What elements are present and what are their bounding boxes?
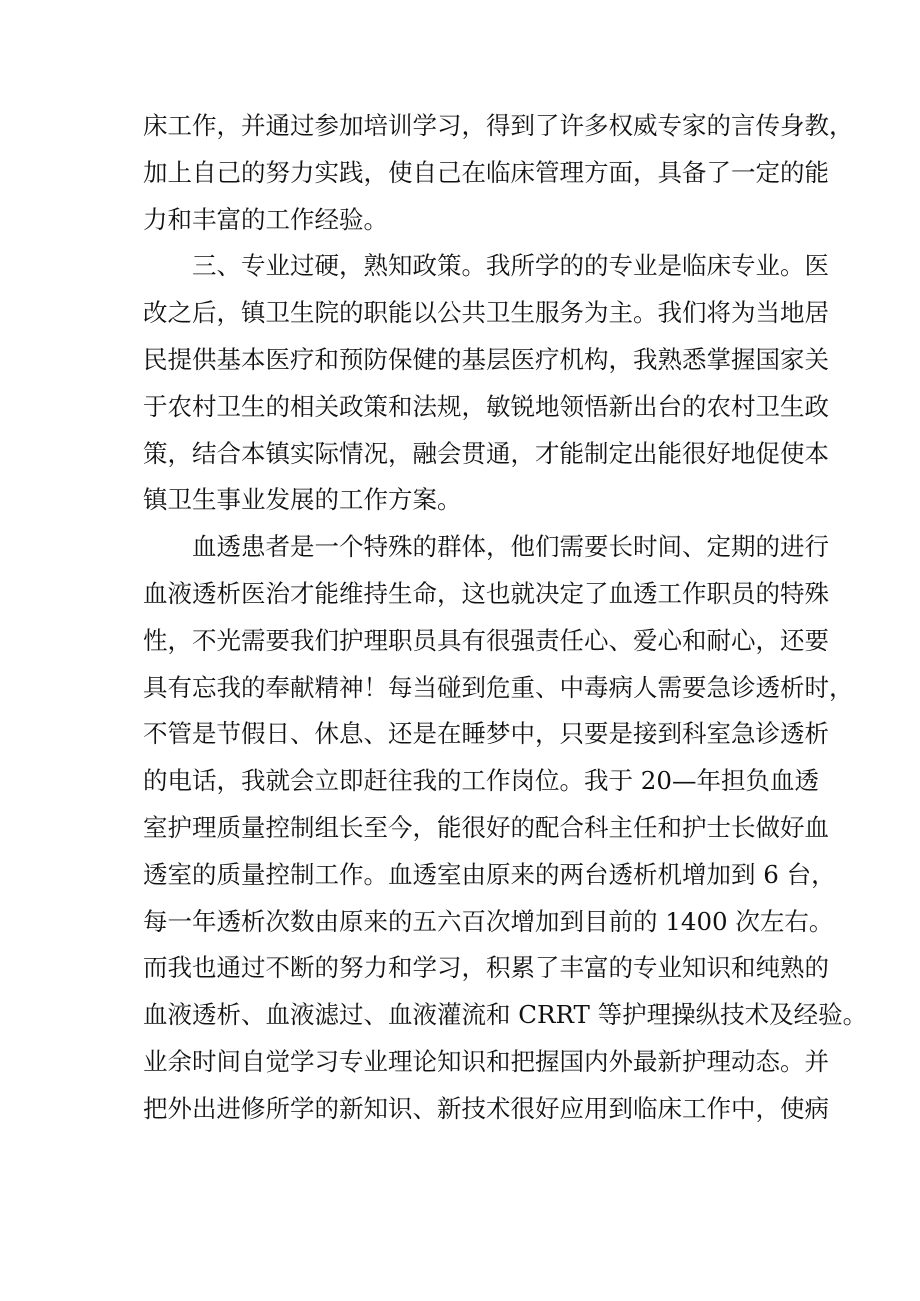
text-line: 不管是节假日、休息、还是在睡梦中，只要是接到科室急诊透析 [143,719,829,749]
text-line: 力和丰富的工作经验。 [143,204,388,234]
text-line: 业余时间自觉学习专业理论知识和把握国内外最新护理动态。并 [143,1046,829,1076]
text-line: 把外出进修所学的新知识、新技术很好应用到临床工作中，使病 [143,1093,829,1123]
text-line: 血液透析、血液滤过、血液灌流和 CRRT 等护理操纵技术及经验。 [143,1000,868,1030]
text-line: 室护理质量控制组长至今，能很好的配合科主任和护士长做好血 [143,812,829,842]
text-line: 每一年透析次数由原来的五六百次增加到目前的 1400 次左右。 [143,906,834,936]
text-line: 的电话，我就会立即赶往我的工作岗位。我于 20—年担负血透 [143,766,819,796]
text-line: 加上自己的努力实践，使自己在临床管理方面，具备了一定的能 [143,157,829,187]
document-page [143,103,868,1133]
text-line: 透室的质量控制工作。血透室由原来的两台透析机增加到 6 台， [143,859,836,889]
text-line: 民提供基本医疗和预防保健的基层医疗机构，我熟悉掌握国家关 [143,344,829,374]
text-line: 镇卫生事业发展的工作方案。 [143,485,462,515]
text-line: 改之后，镇卫生院的职能以公共卫生服务为主。我们将为当地居 [143,298,829,328]
text-line: 血液透析医治才能维持生命，这也就决定了血透工作职员的特殊 [143,578,829,608]
text-line: 而我也通过不断的努力和学习，积累了丰富的专业知识和纯熟的 [143,953,829,983]
paragraph-start-line: 三、专业过硬，熟知政策。我所学的的专业是临床专业。医 [192,251,829,281]
text-line: 性，不光需要我们护理职员具有很强责任心、爱心和耐心，还要 [143,625,829,655]
text-line: 于农村卫生的相关政策和法规，敏锐地领悟新出台的农村卫生政 [143,391,829,421]
paragraph-start-line: 血透患者是一个特殊的群体，他们需要长时间、定期的进行 [192,532,829,562]
text-line: 策，结合本镇实际情况，融会贯通，才能制定出能很好地促使本 [143,438,829,468]
text-line: 床工作，并通过参加培训学习，得到了许多权威专家的言传身教， [143,111,854,140]
text-line: 具有忘我的奉献精神！每当碰到危重、中毒病人需要急诊透析时， [143,672,854,702]
